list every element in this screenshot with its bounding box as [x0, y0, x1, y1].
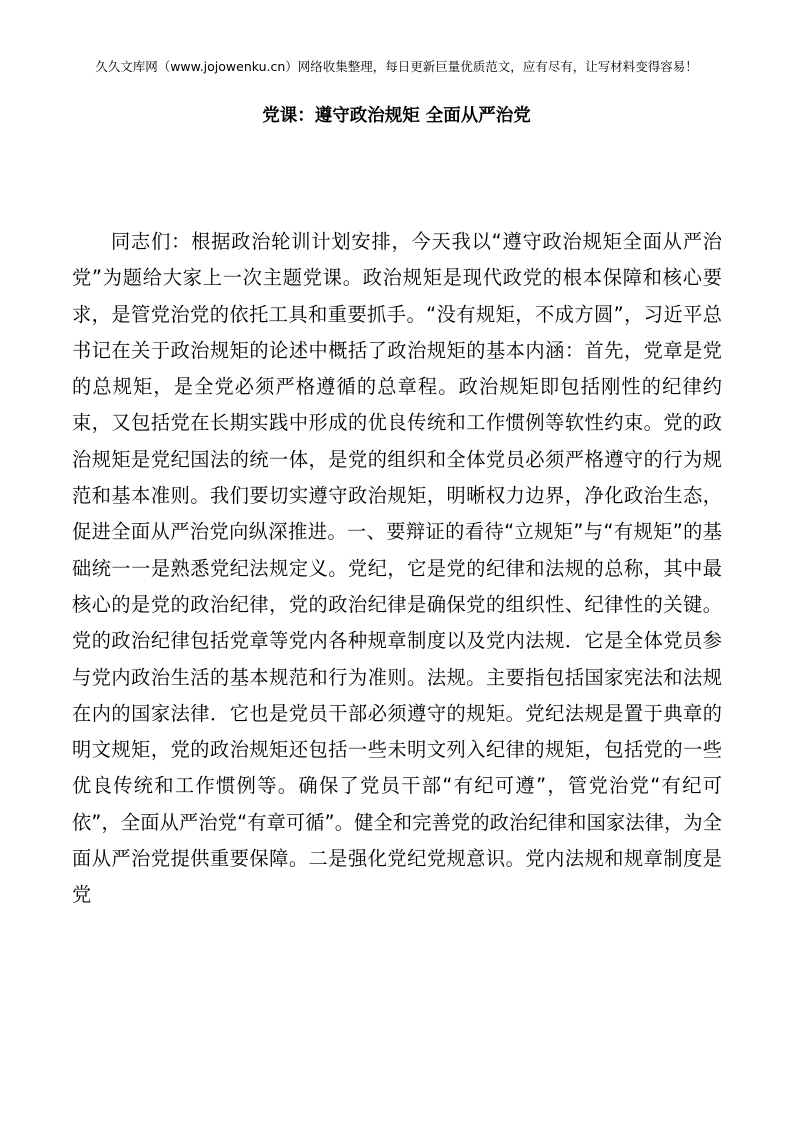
source-header-note: 久久文库网（www.jojowenku.cn）网络收集整理，每日更新巨量优质范文，应有尽有，让写材料变得容易！ [95, 59, 698, 74]
body-paragraph: 同志们：根据政治轮训计划安排，今天我以“遵守政治规矩全面从严治党”为题给大家上一次主题党课。政治规矩是现代政党的根本保障和核心要求，是管党治党的依托工具和重要抓手。“没有规矩，不成方圆”，习近平总书记在关于政治规矩的论述中概括了政治规矩的基本内涵：首先，党章是党的总规矩，是全党必须严格遵循的总章程。政治规矩即包括刚性的纪律约束，又包括党在长期实践中形成的优良传统和工作惯例等软性约束。党的政治规矩是党纪国法的统一体，是党的组织和全体党员必须严格遵守的行为规范和基本准则。我们要切实遵守政治规矩，明晰权力边界，净化政治生态，促进全面从严治党向纵深推进。一、要辩证的看待“立规矩”与“有规矩”的基础统一一是熟悉党纪法规定义。党纪，它是党的纪律和法规的总称，其中最核心的是党的政治纪律，党的政治纪律是确保党的组织性、纪律性的关键。党的政治纪律包括党章等党内各种规章制度以及党内法规．它是全体党员参与党内政治生活的基本规范和行为准则。法规。主要指包括国家宪法和法规在内的国家法律．它也是党员干部必须遵守的规矩。党纪法规是置于典章的明文规矩，党的政治规矩还包括一些未明文列入纪律的规矩，包括党的一些优良传统和工作惯例等。确保了党员干部“有纪可遵”，管党治党“有纪可依”，全面从严治党“有章可循”。健全和完善党的政治纪律和国家法律，为全面从严治党提供重要保障。二是强化党纪党规意识。党内法规和规章制度是党 [72, 230, 722, 907]
document-title: 党课：遵守政治规矩 全面从严治党 [262, 106, 531, 126]
